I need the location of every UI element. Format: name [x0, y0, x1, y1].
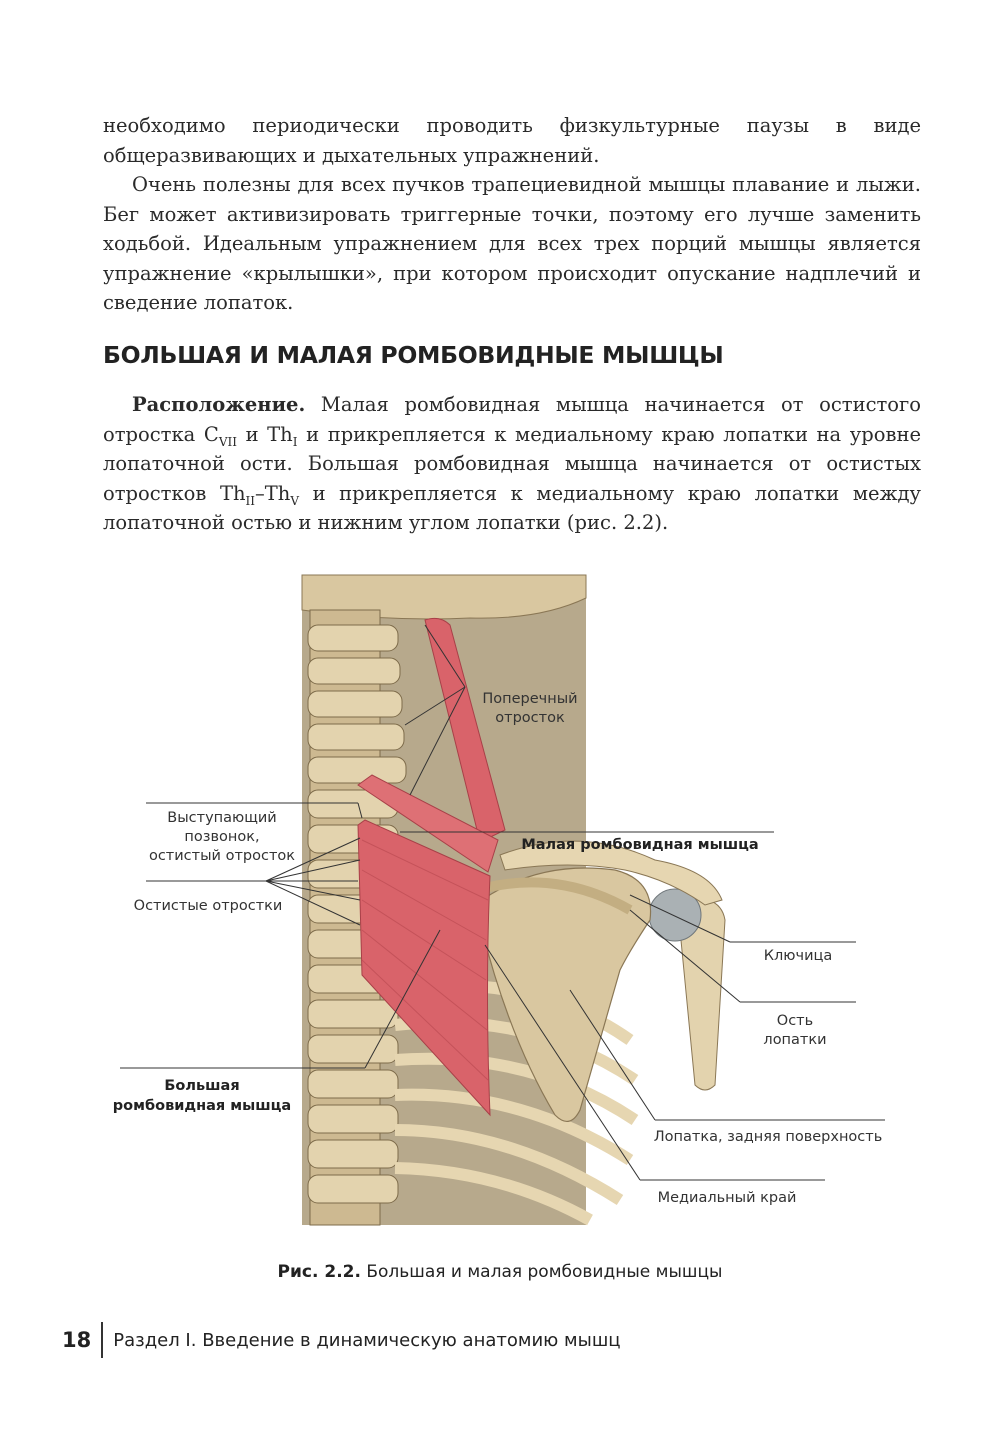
- location-sub-3: II: [245, 493, 255, 508]
- location-text-3: и прикрепляется к медиальному краю лопатки на уровне лопаточной ости. Большая ромбовидная мышца начинается от остистых отростков Th: [103, 422, 921, 505]
- label-spinous: Остистые отростки: [133, 898, 283, 914]
- label-prominent-2: позвонок,: [184, 829, 260, 845]
- paragraph-continuation: необходимо периодически проводить физкультурные паузы в виде общеразвивающих и дыхательных упражнений.: [103, 114, 921, 167]
- label-spine-2: лопатки: [763, 1032, 827, 1048]
- caption-text: Большая и малая ромбовидные мышцы: [360, 1262, 723, 1282]
- label-rhomboid-major-2: ромбовидная мышца: [112, 1098, 292, 1114]
- label-rhomboid-major-1: Большая: [164, 1078, 240, 1094]
- location-text-2: и Th: [236, 422, 293, 446]
- section-heading: БОЛЬШАЯ И МАЛАЯ РОМБОВИДНЫЕ МЫШЦЫ: [103, 341, 724, 369]
- location-text-1: Малая ромбовидная мышца начинается от остистого отростка C: [103, 393, 921, 446]
- footer-divider: [101, 1322, 103, 1358]
- label-clavicle: Ключица: [763, 948, 833, 964]
- label-spine-1: Ость: [776, 1013, 814, 1029]
- page-footer: [62, 1322, 621, 1358]
- location-text-5: и прикрепляется к медиальному краю лопатки между лопаточной остью и нижним углом лопатки (рис. 2.2).: [103, 481, 921, 534]
- location-sub-2: I: [292, 434, 298, 449]
- figure-caption: [0, 1262, 1000, 1282]
- location-text-4: –Th: [255, 481, 291, 505]
- paragraph-exercises: Очень полезны для всех пучков трапециевидной мышцы плавание и лыжи. Бег может активизировать триггерные точки, поэтому его лучше заменить ходьбой. Идеальным упражнением для всех трех порций мышцы является упражнение «крылышки», при котором происходит опускание надплечий и сведение лопаток.: [103, 173, 921, 314]
- location-sub-1: VII: [218, 434, 237, 449]
- paragraph-location: [103, 390, 921, 538]
- label-posterior-surface: Лопатка, задняя поверхность: [653, 1129, 883, 1145]
- label-transverse-1: Поперечный: [482, 691, 578, 707]
- location-sub-4: V: [290, 493, 299, 508]
- label-transverse-2: отросток: [495, 710, 565, 726]
- anatomy-figure: [110, 570, 900, 1230]
- label-prominent-3: остистый отросток: [148, 848, 296, 864]
- caption-prefix: Рис. 2.2.: [277, 1262, 361, 1282]
- label-medial-border: Медиальный край: [657, 1190, 797, 1206]
- label-rhomboid-minor: Малая ромбовидная мышца: [521, 837, 759, 853]
- page-number: 18: [62, 1328, 92, 1352]
- location-label: Расположение.: [132, 393, 306, 416]
- section-title: Раздел I. Введение в динамическую анатомию мышц: [113, 1329, 621, 1351]
- label-prominent-1: Выступающий: [167, 810, 277, 826]
